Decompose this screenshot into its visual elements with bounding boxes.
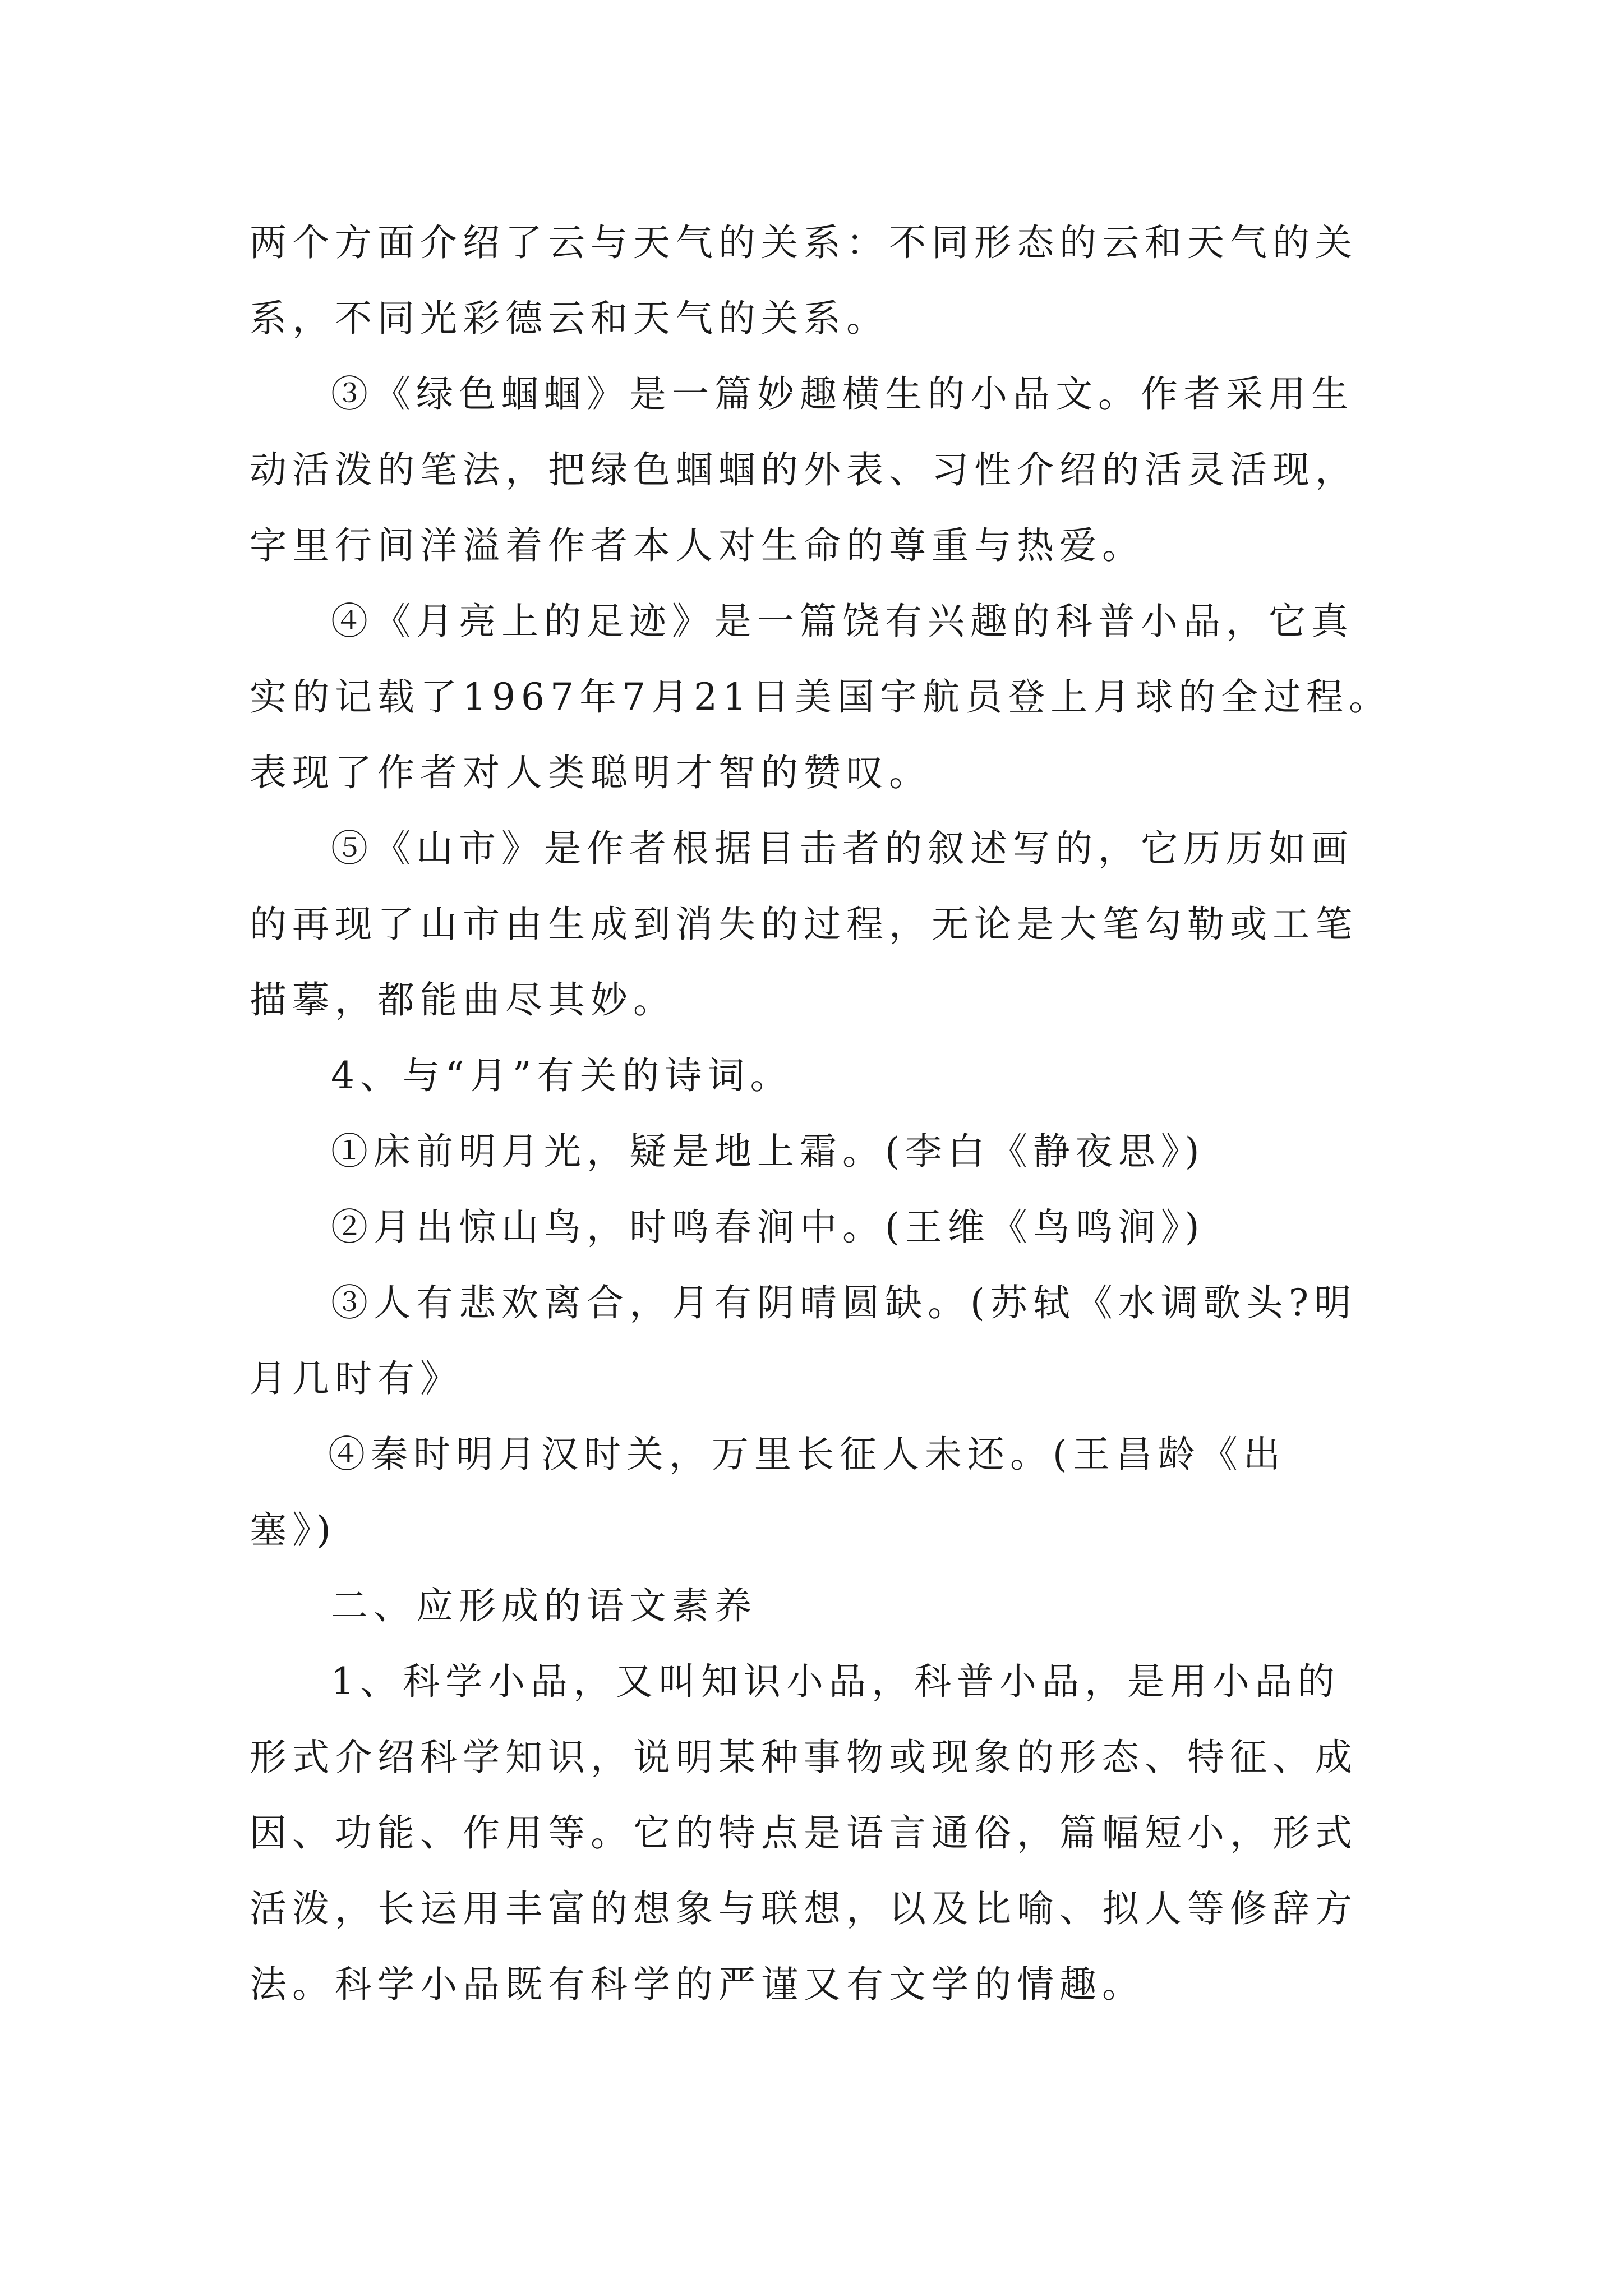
text-line: 因、功能、作用等。它的特点是语言通俗，篇幅短小，形式 [250,1811,1358,1855]
text-line: 两个方面介绍了云与天气的关系：不同形态的云和天气的关 [250,221,1358,264]
poem-line: 塞》) [250,1508,336,1552]
text-line: 字里行间洋溢着作者本人对生命的尊重与热爱。 [250,524,1145,567]
poem-line: 月几时有》 [250,1357,463,1400]
poem-line: ①床前明月光，疑是地上霜。(李白《静夜思》) [331,1130,1205,1173]
text-line: ⑤《山市》是作者根据目击者的叙述写的，它历历如画 [331,827,1354,870]
poem-line: ③人有悲欢离合，月有阴晴圆缺。(苏轼《水调歌头?明 [331,1281,1357,1324]
text-line: 动活泼的笔法，把绿色蝈蝈的外表、习性介绍的活灵活现， [250,448,1358,491]
poem-line: ②月出惊山鸟，时鸣春涧中。(王维《鸟鸣涧》) [331,1205,1205,1249]
text-line: 描摹，都能曲尽其妙。 [250,978,676,1022]
text-line: ④《月亮上的足迹》是一篇饶有兴趣的科普小品，它真 [331,600,1354,643]
section-heading: 4、与“月”有关的诗词。 [331,1054,793,1097]
text-line: 活泼，长运用丰富的想象与联想，以及比喻、拟人等修辞方 [250,1887,1358,1930]
text-line: 系，不同光彩德云和天气的关系。 [250,297,889,340]
text-line: 1、科学小品，又叫知识小品，科普小品，是用小品的 [331,1660,1340,1703]
section-heading: 二、应形成的语文素养 [331,1584,757,1627]
body-text [250,205,1422,2022]
text-line: 的再现了山市由生成到消失的过程，无论是大笔勾勒或工笔 [250,903,1358,946]
text-line: 形式介绍科学知识，说明某种事物或现象的形态、特征、成 [250,1736,1358,1779]
poem-line: ④秦时明月汉时关，万里长征人未还。(王昌龄《出 [328,1433,1286,1476]
text-line: 表现了作者对人类聪明才智的赞叹。 [250,751,932,794]
text-line: 实的记载了1967年7月21日美国宇航员登上月球的全过程。 [250,675,1391,719]
text-line: ③《绿色蝈蝈》是一篇妙趣横生的小品文。作者采用生 [331,372,1354,416]
text-line: 法。科学小品既有科学的严谨又有文学的情趣。 [250,1963,1145,2006]
